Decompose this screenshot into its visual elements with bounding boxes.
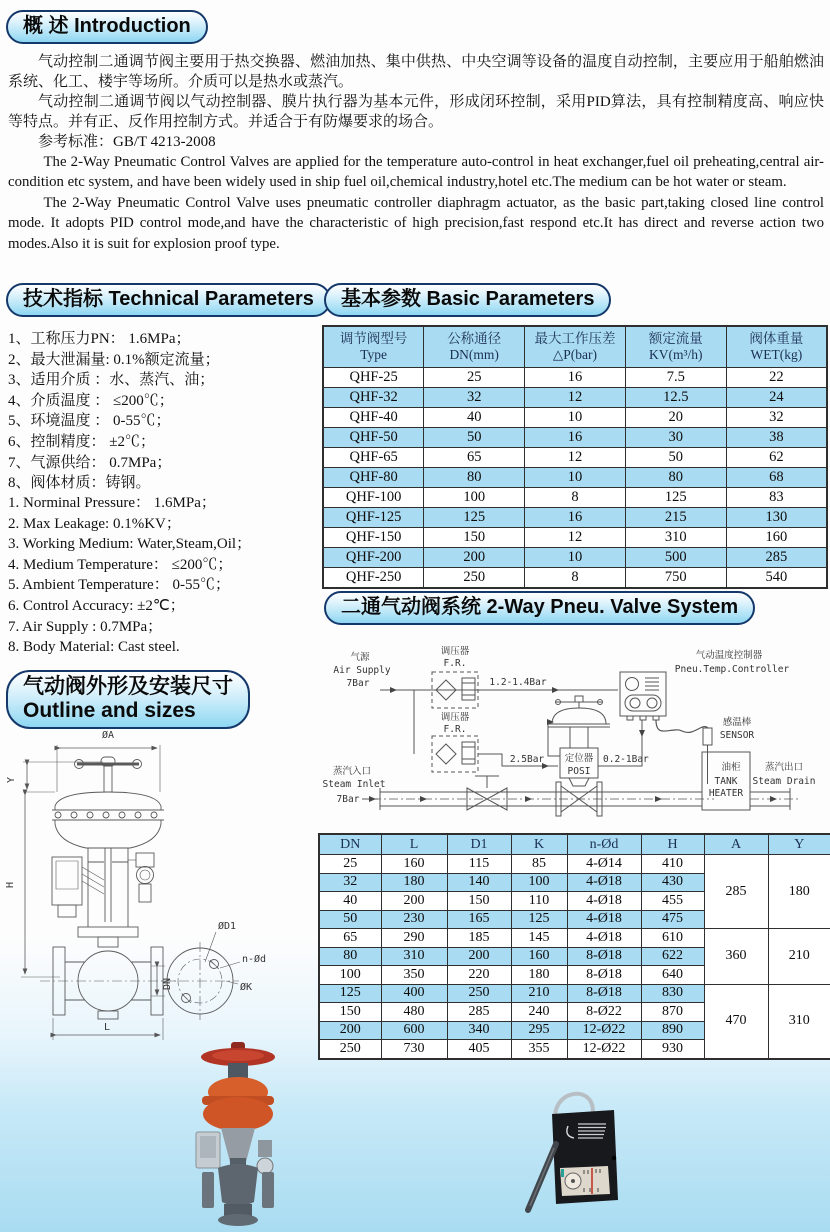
section-title-introduction: 概 述 Introduction: [6, 10, 208, 44]
table-header-cell: K: [511, 834, 567, 855]
table-cell: 50: [319, 910, 381, 929]
table-cell: 40: [319, 892, 381, 911]
controller-product-photo: [508, 1082, 648, 1222]
table-cell: 730: [381, 1040, 447, 1059]
table-cell: 310: [381, 947, 447, 966]
table-cell: 600: [381, 1021, 447, 1040]
table-cell: 355: [511, 1040, 567, 1059]
table-header-row: [319, 834, 830, 855]
table-cell: 230: [381, 910, 447, 929]
diagram-label-controller-zh: 气动温度控制器: [695, 650, 763, 661]
table-cell: 32: [424, 388, 525, 408]
table-cell: 350: [381, 966, 447, 985]
table-cell: 7.5: [625, 368, 726, 388]
table-header-cell: A: [704, 834, 768, 855]
diagram-label-pressure-2: 2.5Bar: [509, 754, 545, 765]
parameter-item: 3. Working Medium: Water,Steam,Oil；: [8, 536, 252, 553]
table-header-cell: 调节阀型号 Type: [323, 326, 424, 368]
table-row: [323, 508, 827, 528]
table-cell: 200: [319, 1021, 381, 1040]
table-header-cell: n-Ød: [567, 834, 641, 855]
table-cell: 4-Ø14: [567, 855, 641, 874]
table-cell: 125: [424, 508, 525, 528]
table-cell: QHF-50: [323, 428, 424, 448]
diagram-label-sensor-zh: 感温棒: [722, 717, 752, 728]
table-cell: 360: [704, 929, 768, 985]
diagram-label-positioner-en: POSI: [567, 766, 591, 777]
table-cell: 68: [726, 468, 827, 488]
parameter-item: 5. Ambient Temperature： 0-55℃；: [8, 577, 230, 594]
diagram-label-inlet-zh: 蒸汽入口: [332, 766, 372, 777]
table-cell: QHF-80: [323, 468, 424, 488]
table-cell: 12: [525, 388, 626, 408]
table-cell: QHF-32: [323, 388, 424, 408]
table-row: [323, 408, 827, 428]
outline-label-h: H: [5, 881, 16, 889]
table-cell: 480: [381, 1003, 447, 1022]
table-cell: 210: [511, 984, 567, 1003]
table-header-cell: 最大工作压差 △P(bar): [525, 326, 626, 368]
intro-paragraph-en-2: The 2-Way Pneumatic Control Valve uses pneumatic controller diaphragm actuator, as the basic part,taking closed line control mode. It adopts PID control mode,and have the characteristic of high precision,fast respond etc.It has direct and reverse action two modes.Also it is suit for explosion proof type.: [8, 194, 824, 252]
table-cell: 610: [641, 929, 704, 948]
introduction-text: [8, 52, 824, 254]
table-cell: 12: [525, 448, 626, 468]
table-cell: 930: [641, 1040, 704, 1059]
valve-product-photo: [188, 1040, 288, 1232]
table-cell: 310: [768, 984, 830, 1059]
table-cell: 8-Ø22: [567, 1003, 641, 1022]
table-cell: 80: [424, 468, 525, 488]
table-row: [323, 568, 827, 589]
table-cell: 310: [625, 528, 726, 548]
table-cell: 32: [319, 873, 381, 892]
diagram-label-fr1-en: F.R.: [443, 658, 467, 669]
table-cell: 8: [525, 488, 626, 508]
table-cell: 285: [447, 1003, 511, 1022]
table-row: [323, 468, 827, 488]
table-cell: 100: [424, 488, 525, 508]
table-cell: 8: [525, 568, 626, 589]
diagram-label-air-supply-zh: 气源: [350, 652, 370, 663]
table-cell: 180: [768, 855, 830, 929]
diagram-label-fr2-en: F.R.: [443, 724, 467, 735]
table-cell: QHF-40: [323, 408, 424, 428]
intro-paragraph-zh-2: 气动控制二通调节阀以气动控制器、膜片执行器为基本元件，形成闭环控制，采用PID算法，具有控制精度高、响应快等特点。并有正、反作用控制方式。并适合于有防爆要求的场合。: [8, 94, 824, 130]
table-header-cell: H: [641, 834, 704, 855]
technical-parameters-zh-list: [8, 329, 318, 494]
diagram-label-tank-zh: 油柜: [721, 762, 741, 773]
table-cell: 285: [704, 855, 768, 929]
table-cell: 30: [625, 428, 726, 448]
table-cell: 890: [641, 1021, 704, 1040]
table-cell: 830: [641, 984, 704, 1003]
table-header-cell: DN: [319, 834, 381, 855]
table-cell: 16: [525, 508, 626, 528]
table-row: [319, 929, 830, 948]
parameter-item: 8. Body Material: Cast steel.: [8, 639, 180, 656]
parameter-item: 6、控制精度： ±2℃；: [8, 433, 155, 450]
outline-label-oa: ØA: [101, 730, 115, 741]
parameter-item: 8、阀体材质：铸钢。: [8, 475, 151, 492]
diagram-label-air-supply-en: Air Supply: [333, 665, 391, 676]
table-cell: 400: [381, 984, 447, 1003]
table-cell: 125: [319, 984, 381, 1003]
table-cell: 200: [424, 548, 525, 568]
table-cell: 62: [726, 448, 827, 468]
table-header-cell: 公称通径 DN(mm): [424, 326, 525, 368]
table-cell: 12: [525, 528, 626, 548]
table-cell: QHF-100: [323, 488, 424, 508]
table-cell: 110: [511, 892, 567, 911]
parameter-item: 6. Control Accuracy: ±2℃；: [8, 597, 185, 614]
table-cell: 250: [447, 984, 511, 1003]
table-cell: 140: [447, 873, 511, 892]
table-cell: 4-Ø18: [567, 910, 641, 929]
diagram-label-air-pressure: 7Bar: [346, 678, 370, 689]
table-cell: 22: [726, 368, 827, 388]
outline-label-k: ØK: [240, 982, 253, 993]
table-cell: 125: [511, 910, 567, 929]
table-cell: 622: [641, 947, 704, 966]
table-row: [319, 984, 830, 1003]
parameter-item: 4. Medium Temperature： ≤200℃；: [8, 556, 233, 573]
table-cell: 25: [319, 855, 381, 874]
table-cell: 100: [319, 966, 381, 985]
table-header-cell: 额定流量 KV(m³/h): [625, 326, 726, 368]
intro-paragraph-zh-1: 气动控制二通调节阀主要用于热交换器、燃油加热、集中供热、中央空调等设备的温度自动控制，主要应用于船舶燃油系统、化工、楼宇等场所。介质可以是热水或蒸汽。: [8, 54, 824, 90]
diagram-label-positioner-zh: 定位器: [564, 753, 594, 764]
table-cell: 250: [424, 568, 525, 589]
table-cell: 50: [625, 448, 726, 468]
diagram-label-tank-en2: HEATER: [708, 788, 744, 799]
table-row: [323, 368, 827, 388]
outline-title-zh: 气动阀外形及安装尺寸: [23, 675, 233, 698]
intro-paragraph-en-1: The 2-Way Pneumatic Control Valves are applied for the temperature auto-control in heat exchanger,fuel oil preheating,central air-condition etc system, and have been widely used in ship fuel oil,chemical industry,hotel etc.The medium can be hot water or steam.: [8, 154, 824, 191]
table-cell: 475: [641, 910, 704, 929]
diagram-label-pressure-3: 0.2-1Bar: [603, 754, 649, 765]
table-header-cell: Y: [768, 834, 830, 855]
table-cell: 185: [447, 929, 511, 948]
table-cell: 870: [641, 1003, 704, 1022]
table-cell: 430: [641, 873, 704, 892]
table-cell: 8-Ø18: [567, 947, 641, 966]
table-cell: 80: [625, 468, 726, 488]
table-cell: 20: [625, 408, 726, 428]
table-cell: QHF-125: [323, 508, 424, 528]
table-cell: 12.5: [625, 388, 726, 408]
table-cell: 150: [447, 892, 511, 911]
section-title-basic-parameters: 基本参数 Basic Parameters: [324, 283, 611, 317]
diagram-label-pressure-1: 1.2-1.4Bar: [489, 677, 547, 688]
table-cell: 25: [424, 368, 525, 388]
table-header-cell: L: [381, 834, 447, 855]
table-cell: 160: [381, 855, 447, 874]
table-cell: 200: [381, 892, 447, 911]
table-cell: 38: [726, 428, 827, 448]
section-title-outline-sizes: [6, 670, 250, 729]
outline-title-en: Outline and sizes: [23, 699, 196, 723]
parameter-item: 3、适用介质 ：水、蒸汽、油；: [8, 372, 215, 389]
table-row: [323, 548, 827, 568]
table-cell: 150: [424, 528, 525, 548]
table-cell: QHF-250: [323, 568, 424, 589]
table-cell: 16: [525, 368, 626, 388]
table-cell: 12-Ø22: [567, 1021, 641, 1040]
table-cell: 100: [511, 873, 567, 892]
table-cell: 750: [625, 568, 726, 589]
table-row: [319, 855, 830, 874]
table-cell: 145: [511, 929, 567, 948]
table-cell: 8-Ø18: [567, 984, 641, 1003]
diagram-label-fr1-zh: 调压器: [440, 646, 470, 657]
table-cell: 180: [381, 873, 447, 892]
table-cell: 165: [447, 910, 511, 929]
table-header-cell: 阀体重量 WET(kg): [726, 326, 827, 368]
diagram-label-outlet-zh: 蒸汽出口: [764, 762, 804, 773]
table-cell: 16: [525, 428, 626, 448]
table-cell: 455: [641, 892, 704, 911]
table-row: [323, 488, 827, 508]
table-cell: 240: [511, 1003, 567, 1022]
table-cell: 200: [447, 947, 511, 966]
table-cell: 340: [447, 1021, 511, 1040]
technical-parameters-en-list: [8, 493, 318, 658]
table-cell: 40: [424, 408, 525, 428]
parameter-item: 7、气源供给： 0.7MPa；: [8, 454, 172, 471]
table-cell: QHF-65: [323, 448, 424, 468]
diagram-label-outlet-en: Steam Drain: [752, 776, 816, 787]
table-row: [323, 448, 827, 468]
table-cell: 10: [525, 468, 626, 488]
table-cell: 85: [511, 855, 567, 874]
table-cell: 160: [511, 947, 567, 966]
table-cell: 150: [319, 1003, 381, 1022]
table-cell: 24: [726, 388, 827, 408]
diagram-label-inlet-en: Steam Inlet: [322, 779, 386, 790]
table-cell: 405: [447, 1040, 511, 1059]
table-cell: 10: [525, 548, 626, 568]
table-cell: QHF-150: [323, 528, 424, 548]
table-cell: 4-Ø18: [567, 873, 641, 892]
table-cell: 125: [625, 488, 726, 508]
table-cell: 285: [726, 548, 827, 568]
diagram-label-tank-en1: TANK: [714, 776, 738, 787]
section-title-technical-parameters: 技术指标 Technical Parameters: [6, 283, 331, 317]
table-cell: 83: [726, 488, 827, 508]
parameter-item: 1. Norminal Pressure： 1.6MPa；: [8, 495, 216, 511]
table-cell: 540: [726, 568, 827, 589]
outline-label-y: Y: [6, 776, 17, 784]
outline-label-nod: n-Ød: [242, 954, 267, 965]
table-cell: 250: [319, 1040, 381, 1059]
table-header-row: [323, 326, 827, 368]
table-header-cell: D1: [447, 834, 511, 855]
table-cell: 8-Ø18: [567, 966, 641, 985]
table-cell: 130: [726, 508, 827, 528]
valve-outline-drawing: [0, 722, 320, 1052]
parameter-item: 5、环境温度 ： 0-55℃；: [8, 413, 171, 430]
table-cell: 220: [447, 966, 511, 985]
table-cell: QHF-200: [323, 548, 424, 568]
table-row: [323, 528, 827, 548]
parameter-item: 7. Air Supply : 0.7MPa；: [8, 618, 163, 635]
table-cell: 4-Ø18: [567, 929, 641, 948]
table-cell: 640: [641, 966, 704, 985]
table-cell: 160: [726, 528, 827, 548]
parameter-item: 2. Max Leakage: 0.1%KV；: [8, 515, 181, 532]
table-cell: 500: [625, 548, 726, 568]
table-cell: 210: [768, 929, 830, 985]
table-cell: 65: [319, 929, 381, 948]
valve-system-diagram: [322, 636, 830, 836]
table-cell: 410: [641, 855, 704, 874]
outline-label-d1: ØD1: [218, 921, 237, 932]
table-cell: 290: [381, 929, 447, 948]
table-cell: 80: [319, 947, 381, 966]
table-cell: 470: [704, 984, 768, 1059]
diagram-label-fr2-zh: 调压器: [440, 712, 470, 723]
outline-label-l: L: [103, 1022, 111, 1033]
diagram-label-sensor-en: SENSOR: [719, 730, 755, 741]
table-row: [323, 388, 827, 408]
table-cell: 50: [424, 428, 525, 448]
table-cell: 215: [625, 508, 726, 528]
table-cell: 295: [511, 1021, 567, 1040]
intro-reference-standard: 参考标准：GB/T 4213-2008: [38, 134, 216, 150]
outline-label-dn: DN: [162, 977, 173, 991]
table-cell: 65: [424, 448, 525, 468]
diagram-label-inlet-pressure: 7Bar: [336, 794, 360, 805]
parameter-item: 4、介质温度 ： ≤200℃；: [8, 392, 174, 409]
table-cell: 115: [447, 855, 511, 874]
table-cell: 12-Ø22: [567, 1040, 641, 1059]
section-title-valve-system: 二通气动阀系统 2-Way Pneu. Valve System: [324, 591, 755, 625]
parameter-item: 1、工称压力PN： 1.6MPa；: [8, 331, 191, 347]
table-cell: 10: [525, 408, 626, 428]
table-row: [323, 428, 827, 448]
parameter-item: 2、最大泄漏量: 0.1%额定流量；: [8, 351, 220, 368]
table-cell: 32: [726, 408, 827, 428]
diagram-label-controller-en: Pneu.Temp.Controller: [674, 664, 790, 675]
table-cell: 4-Ø18: [567, 892, 641, 911]
dimensions-table: [318, 833, 830, 1060]
basic-parameters-table: [322, 325, 828, 589]
table-cell: 180: [511, 966, 567, 985]
table-cell: QHF-25: [323, 368, 424, 388]
